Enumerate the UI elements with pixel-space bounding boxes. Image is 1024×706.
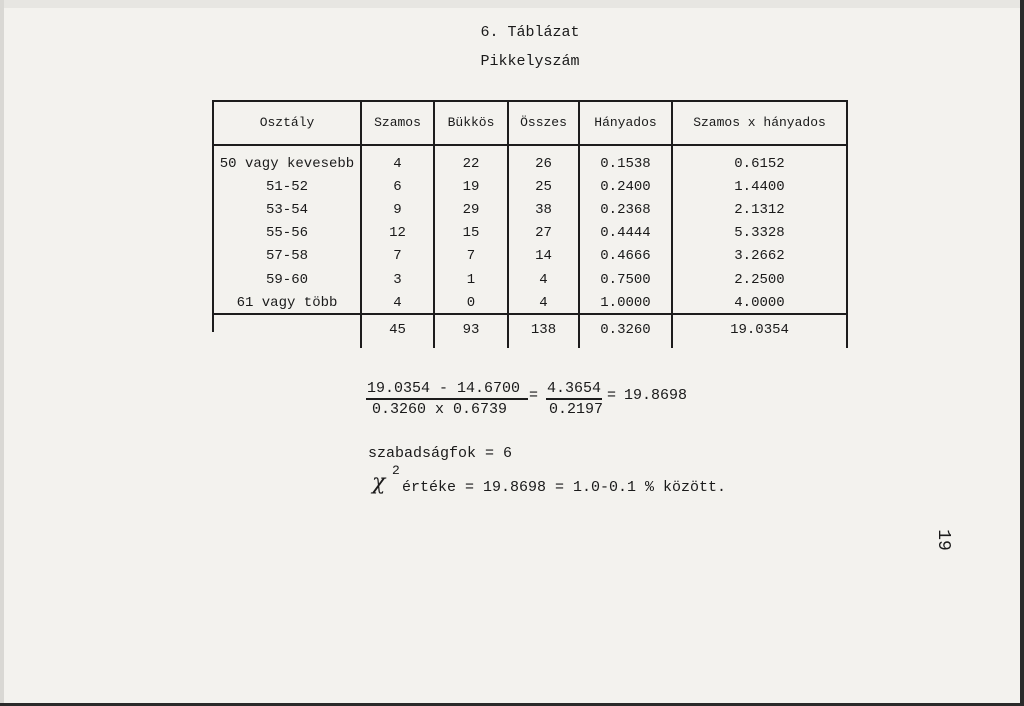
denominator-left: 0.3260 x 0.6739 <box>372 401 508 418</box>
cell-szamos: 4 <box>393 295 402 311</box>
cell-bukkos: 15 <box>462 225 480 241</box>
cell-osztaly: 57-58 <box>265 248 308 264</box>
numerator-right: 4.3654 <box>547 380 602 397</box>
cell-osszes: 14 <box>535 248 552 264</box>
page-left-edge <box>0 0 4 706</box>
cell-szamos-x-hanyados: 1.4400 <box>734 179 785 195</box>
cell-bukkos: 22 <box>462 156 480 172</box>
chi-statement: értéke = 19.8698 = 1.0-0.1 % között. <box>402 479 727 496</box>
cell-szamos-x-hanyados: 5.3328 <box>734 225 785 241</box>
cell-osszes: 38 <box>535 202 552 218</box>
cell-osztaly: 61 vagy több <box>236 295 338 311</box>
cell-bukkos: 1 <box>466 272 476 288</box>
page-top-edge <box>0 0 1024 8</box>
cell-osszes: 4 <box>539 295 548 311</box>
cell-szamos-x-hanyados: 3.2662 <box>734 248 785 264</box>
numerator-left: 19.0354 - 14.6700 <box>367 380 521 397</box>
cell-hanyados: 1.0000 <box>600 295 651 311</box>
degrees-of-freedom: szabadságfok = 6 <box>368 445 513 462</box>
cell-osztaly: 55-56 <box>265 225 308 241</box>
header-szamos-x-hanyados: Szamos x hányados <box>693 115 826 130</box>
fraction-bar-left <box>366 398 528 400</box>
equals-sign-2: = <box>607 387 617 404</box>
cell-bukkos: 7 <box>466 248 476 264</box>
cell-bukkos: 29 <box>462 202 480 218</box>
cell-osszes: 26 <box>535 156 552 172</box>
header-osztaly: Osztály <box>259 115 315 130</box>
table-title: 6. Táblázat <box>480 24 580 41</box>
cell-hanyados: 0.1538 <box>600 156 651 172</box>
header-osszes: Összes <box>520 115 567 130</box>
cell-osztaly: 50 vagy kevesebb <box>219 156 355 172</box>
cell-hanyados: 0.4444 <box>600 225 651 241</box>
cell-szamos: 9 <box>393 202 402 218</box>
cell-hanyados: 0.2400 <box>600 179 651 195</box>
cell-szamos: 6 <box>393 179 402 195</box>
header-bukkos: Bükkös <box>447 115 495 130</box>
cell-szamos-x-hanyados: 2.2500 <box>734 272 785 288</box>
cell-szamos: 4 <box>393 156 402 172</box>
page-right-edge <box>1020 0 1024 706</box>
fraction-bar-right <box>546 398 602 400</box>
page-number: 19 <box>933 529 954 551</box>
cell-szamos-x-hanyados: 0.6152 <box>734 156 785 172</box>
total-osszes: 138 <box>530 322 557 338</box>
cell-hanyados: 0.7500 <box>600 272 651 288</box>
cell-hanyados: 0.4666 <box>600 248 651 264</box>
header-hanyados: Hányados <box>594 115 657 130</box>
cell-osszes: 27 <box>535 225 552 241</box>
cell-osszes: 4 <box>539 272 548 288</box>
total-szamos: 45 <box>389 322 406 338</box>
cell-szamos: 7 <box>393 248 402 264</box>
cell-osztaly: 51-52 <box>265 179 308 195</box>
total-hanyados: 0.3260 <box>600 322 651 338</box>
total-szamos-x-hanyados: 19.0354 <box>730 322 789 338</box>
cell-szamos-x-hanyados: 2.1312 <box>734 202 785 218</box>
chi-exponent: 2 <box>392 463 400 478</box>
cell-szamos-x-hanyados: 4.0000 <box>734 295 785 311</box>
cell-osztaly: 53-54 <box>265 202 308 218</box>
cell-osszes: 25 <box>535 179 552 195</box>
cell-hanyados: 0.2368 <box>600 202 651 218</box>
table-subtitle: Pikkelyszám <box>480 53 580 70</box>
equals-sign-1: = <box>529 387 539 404</box>
header-szamos: Szamos <box>374 115 421 130</box>
cell-bukkos: 0 <box>466 295 476 311</box>
chi-symbol: χ <box>372 470 386 495</box>
cell-osztaly: 59-60 <box>265 272 308 288</box>
total-bukkos: 93 <box>462 322 480 338</box>
cell-szamos: 3 <box>393 272 402 288</box>
denominator-right: 0.2197 <box>549 401 604 418</box>
calculation-result: 19.8698 <box>624 387 688 404</box>
cell-szamos: 12 <box>389 225 406 241</box>
cell-bukkos: 19 <box>462 179 480 195</box>
